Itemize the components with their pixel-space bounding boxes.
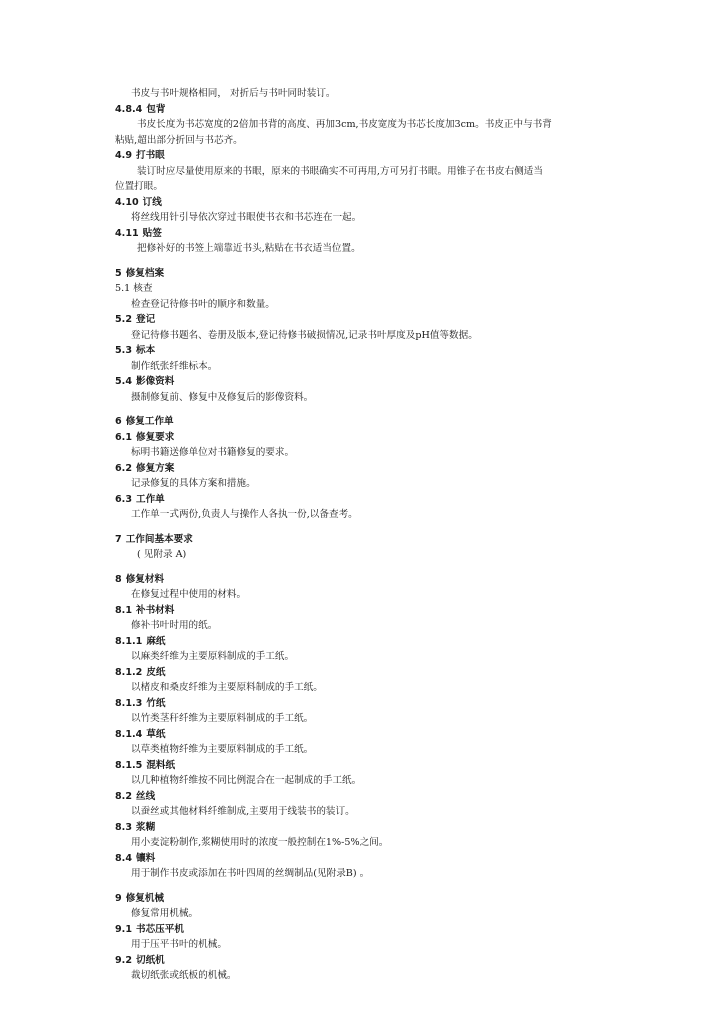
section-title: 补书材料	[136, 604, 175, 616]
section-number: 5.4	[115, 376, 132, 387]
section-heading	[115, 634, 615, 650]
section-heading	[115, 343, 615, 359]
body-line: 以几种植物纤维按不同比例混合在一起制成的手工纸。	[131, 775, 362, 786]
section-title: 草纸	[146, 728, 166, 740]
section-number: 8.1.1	[115, 635, 143, 647]
body-line: 以竹类茎秆纤维为主要原料制成的手工纸。	[131, 713, 314, 724]
section-gap	[115, 405, 615, 414]
section-heading	[115, 148, 615, 164]
section-heading	[115, 226, 615, 242]
section-title: 登记	[136, 314, 156, 325]
section-title: 订线	[142, 196, 162, 208]
section-gap	[115, 523, 615, 532]
section-number: 8.1.4	[115, 728, 143, 740]
section-number: 4.11	[115, 227, 139, 239]
section-heading	[115, 312, 615, 328]
section-number: 4.8.4	[115, 103, 143, 115]
section-number: 9	[115, 892, 122, 904]
body-line: 检查登记待修书叶的顺序和数量。	[131, 298, 275, 310]
body-line: 粘贴,超出部分折回与书芯齐。	[115, 134, 243, 146]
section-title: 修复机械	[125, 892, 165, 904]
section-title: 麻纸	[146, 635, 166, 647]
section-heading	[115, 195, 615, 211]
section-number: 4.9	[115, 150, 132, 161]
body-line: 制作纸张纤维标本。	[131, 360, 218, 372]
section-heading	[115, 102, 615, 118]
section-heading	[115, 374, 615, 390]
body-line: 以楮皮和桑皮纤维为主要原料制成的手工纸。	[131, 682, 323, 693]
section-title: 修复工作单	[125, 416, 174, 427]
section-title: 浆糊	[136, 821, 156, 833]
body-line: 在修复过程中使用的材料。	[131, 589, 247, 600]
body-line: 5.1 核查	[115, 283, 153, 294]
section-number: 9.2	[115, 954, 132, 966]
section-heading	[115, 492, 615, 508]
section-heading	[115, 851, 615, 867]
body-line: 记录修复的具体方案和措施。	[131, 478, 256, 489]
section-number: 8.2	[115, 790, 132, 802]
section-title: 竹纸	[146, 697, 166, 709]
body-line: 书皮长度为书芯宽度的2倍加书背的高度、再加3cm,书皮宽度为书芯长度加3cm。书皮正中与书背	[137, 119, 552, 130]
section-heading	[115, 572, 615, 588]
section-title: 修复要求	[136, 431, 175, 443]
body-line: 用于压平书叶的机械。	[131, 939, 227, 950]
section-number: 5	[115, 267, 122, 279]
section-title: 镶料	[136, 852, 156, 864]
section-number: 8.1.5	[115, 759, 143, 771]
section-number: 8.1.2	[115, 666, 143, 678]
section-heading	[115, 953, 615, 969]
body-line: 装订时应尽量使用原来的书眼，原来的书眼确实不可再用,方可另打书眼。用锥子在书皮右侧适当	[137, 165, 543, 177]
section-heading	[115, 665, 615, 681]
body-line: 书皮与书叶规格相同， 对折后与书叶同时装订。	[131, 88, 336, 99]
section-heading	[115, 532, 615, 548]
section-number: 8.4	[115, 852, 132, 864]
section-title: 丝线	[136, 790, 156, 802]
section-title: 皮纸	[146, 666, 166, 678]
body-line: 用于制作书皮或添加在书叶四周的丝绸制品(见附录B) 。	[131, 868, 370, 879]
body-line: 标明书籍送修单位对书籍修复的要求。	[131, 447, 295, 458]
section-gap	[115, 257, 615, 266]
section-number: 8.1	[115, 604, 132, 616]
body-line: 用小麦淀粉制作,浆糊使用时的浓度一般控制在1%-5%之间。	[131, 837, 389, 848]
section-number: 6.2	[115, 462, 132, 474]
body-line: 修复常用机械。	[131, 908, 199, 919]
body-line: 登记待修书题名、卷册及版本,登记待修书破损情况,记录书叶厚度及pH值等数据。	[131, 329, 478, 341]
body-line: 裁切纸张或纸板的机械。	[131, 970, 237, 981]
section-heading	[115, 789, 615, 805]
section-number: 8	[115, 573, 122, 585]
section-title: 切纸机	[136, 954, 165, 966]
section-title: 工作单	[136, 493, 165, 505]
section-heading	[115, 891, 615, 907]
section-heading	[115, 430, 615, 446]
section-gap	[115, 563, 615, 572]
body-line: 以蚕丝或其他材料纤维制成,主要用于线装书的装订。	[131, 806, 355, 817]
section-number: 9.1	[115, 923, 132, 935]
section-number: 6.1	[115, 431, 132, 443]
section-title: 贴签	[142, 227, 162, 239]
body-line: 将丝线用针引导依次穿过书眼使书衣和书芯连在一起。	[131, 212, 362, 223]
section-number: 5.2	[115, 314, 132, 325]
section-number: 4.10	[115, 196, 139, 208]
section-heading	[115, 603, 615, 619]
section-heading	[115, 820, 615, 836]
section-heading	[115, 414, 615, 430]
body-line: 以麻类纤维为主要原料制成的手工纸。	[131, 651, 295, 662]
section-heading	[115, 696, 615, 712]
section-heading	[115, 922, 615, 938]
body-line: 位置打眼。	[115, 181, 163, 192]
section-title: 修复材料	[125, 573, 165, 585]
body-line: 以草类植物纤维为主要原料制成的手工纸。	[131, 744, 314, 755]
section-gap	[115, 882, 615, 891]
body-line: 把修补好的书签上端靠近书头,粘贴在书衣适当位置。	[137, 243, 361, 254]
section-title: 修复档案	[125, 267, 165, 279]
section-title: 修复方案	[136, 462, 175, 474]
section-number: 6.3	[115, 493, 132, 505]
body-line: 摄制修复前、修复中及修复后的影像资料。	[131, 391, 314, 403]
section-number: 5.3	[115, 345, 132, 356]
section-number: 8.3	[115, 821, 132, 833]
section-title: 包背	[146, 103, 166, 115]
section-title: 影像资料	[136, 376, 175, 387]
section-number: 7	[115, 533, 122, 545]
body-line: 工作单一式两份,负责人与操作人各执一份,以备查考。	[131, 509, 358, 520]
section-number: 6	[115, 416, 122, 427]
section-title: 工作间基本要求	[125, 533, 193, 545]
section-heading	[115, 461, 615, 477]
body-line: 修补书叶时用的纸。	[131, 620, 218, 631]
section-title: 标本	[136, 345, 156, 356]
body-line: ( 见附录 A)	[137, 549, 187, 560]
section-heading	[115, 758, 615, 774]
section-number: 8.1.3	[115, 697, 143, 709]
document-page	[115, 86, 615, 984]
section-title: 书芯压平机	[136, 923, 184, 935]
section-title: 打书眼	[136, 150, 165, 161]
section-heading	[115, 266, 615, 282]
section-heading	[115, 727, 615, 743]
section-title: 混料纸	[146, 759, 176, 771]
